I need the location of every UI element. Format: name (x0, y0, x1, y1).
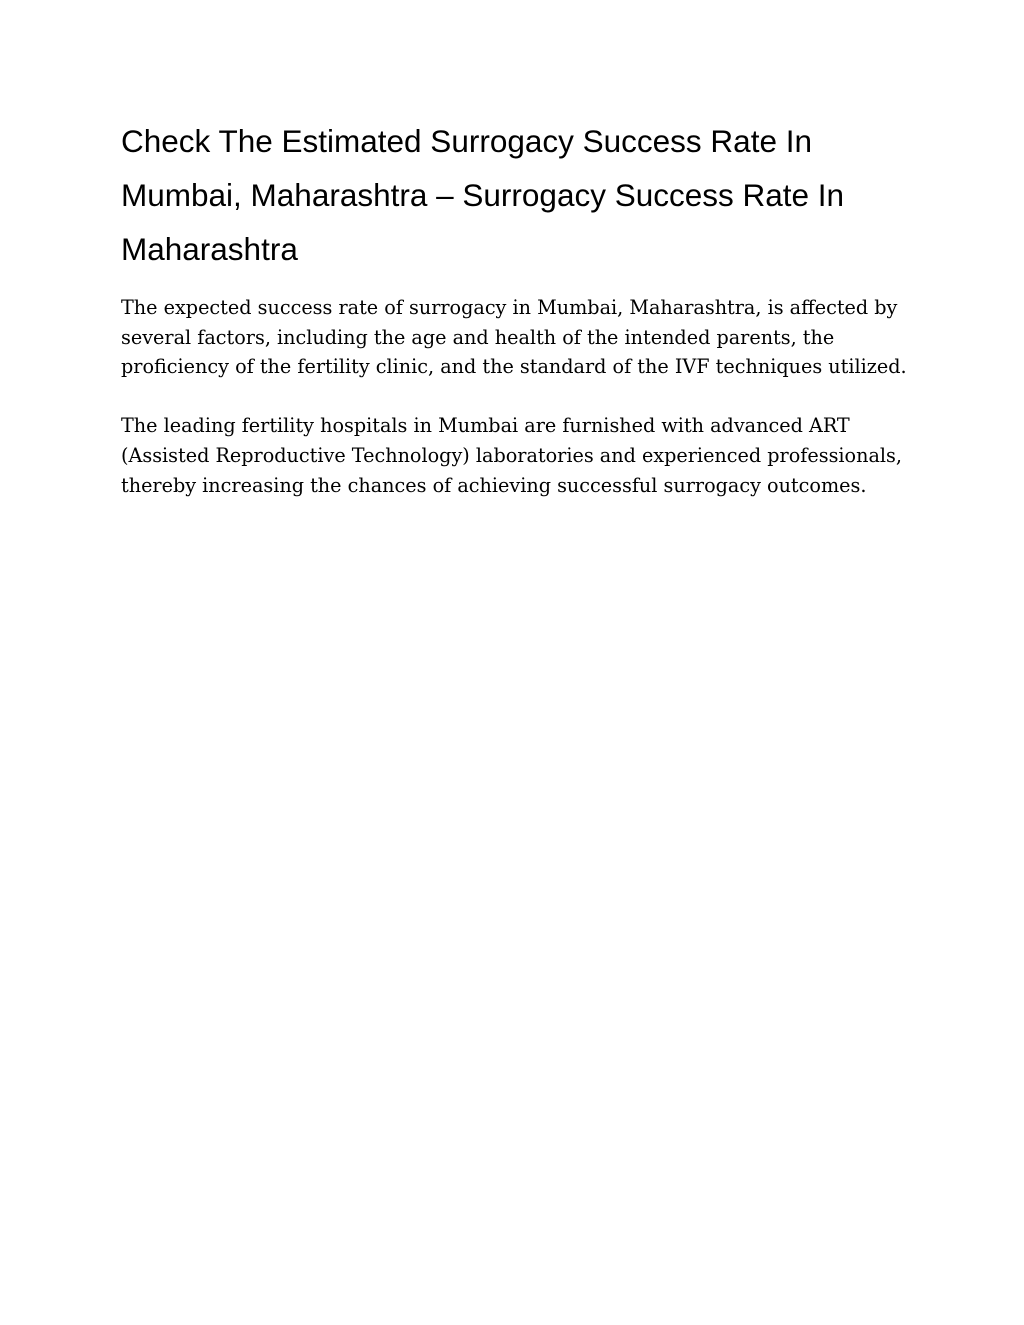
document-body (121, 114, 911, 500)
document-title: Check The Estimated Surrogacy Success Rate In Mumbai, Maharashtra – Surrogacy Success Rate In Maharashtra (121, 123, 845, 267)
paragraph-success-factors: The expected success rate of surrogacy in Mumbai, Maharashtra, is affected by several factors, including the age and health of the intended parents, the proficiency of the fertility clinic, and the standard of the IVF techniques utilized. (121, 296, 907, 379)
paragraph-fertility-hospitals: The leading fertility hospitals in Mumbai are furnished with advanced ART (Assisted Reproductive Technology) laboratories and experienced professionals, thereby increasing the chances of achieving successful surrogacy outcomes. (121, 414, 902, 497)
